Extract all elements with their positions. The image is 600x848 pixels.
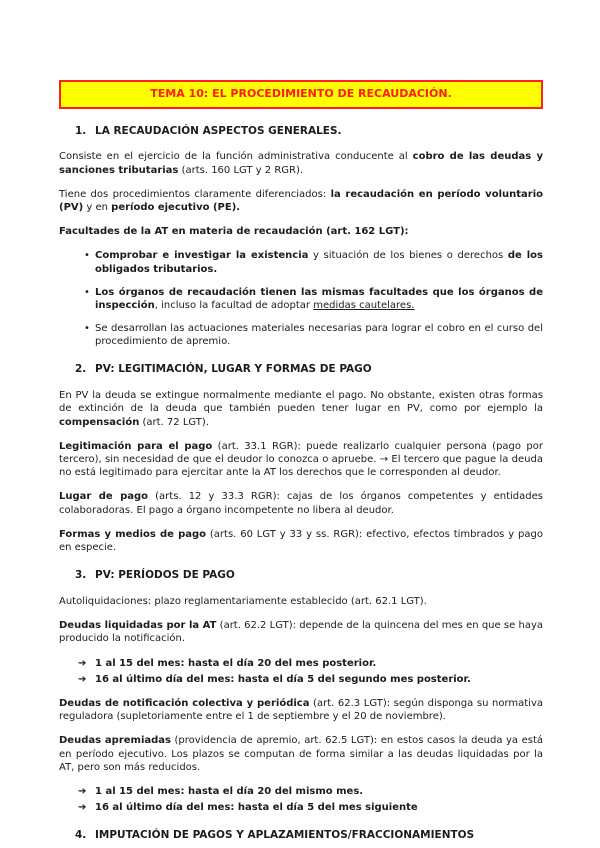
text-run: (art. 33.1 RGR): puede realizarlo cualquier persona (pago por tercero), sin necesidad de que el deudor lo conozca o apruebe. → El tercero que pague la deuda no está legitimado para ejercitar ante la AT los derechos que le corresponden al deudor. <box>59 440 543 479</box>
bullet-text <box>95 286 543 312</box>
bullet-icon: • <box>84 323 90 335</box>
arrow-icon: ➔ <box>78 657 87 669</box>
arrow-item <box>59 801 543 814</box>
bullet-item <box>59 286 543 312</box>
section-2-heading <box>59 363 543 377</box>
text-run: (art. 72 LGT). <box>139 416 209 428</box>
paragraph <box>59 528 543 554</box>
section-1-heading <box>59 125 543 139</box>
text-run: y en <box>83 201 112 213</box>
heading-text: LA RECAUDACIÓN ASPECTOS GENERALES. <box>95 124 342 137</box>
title-box <box>59 80 543 109</box>
paragraph <box>59 490 543 516</box>
text-run: , incluso la facultad de adoptar <box>154 299 314 311</box>
heading-number: 1. <box>75 124 87 137</box>
heading-text: IMPUTACIÓN DE PAGOS Y APLAZAMIENTOS/FRACCIONAMIENTOS <box>95 829 475 842</box>
text-run: (art. 62.3 LGT): según disponga su normativa reguladora (supletoriamente entre el 1 de septiembre y el 20 de noviembre). <box>59 697 544 723</box>
bullet-icon: • <box>84 250 90 262</box>
heading-number: 2. <box>75 363 87 376</box>
text-run: y situación de los bienes o derechos <box>308 250 508 262</box>
arrow-item <box>59 657 543 670</box>
paragraph <box>59 440 543 480</box>
paragraph <box>59 188 543 214</box>
arrow-list <box>59 785 543 814</box>
bold-run: Deudas de notificación colectiva y periódica <box>59 697 310 709</box>
bold-run: de los obligados tributarios. <box>95 250 543 275</box>
paragraph <box>59 150 543 176</box>
bold-run: Formas y medios de pago <box>59 528 207 540</box>
bold-run: período ejecutivo (PE). <box>111 201 241 213</box>
arrow-text: 16 al último día del mes: hasta el día 5 del mes siguiente <box>95 802 418 814</box>
subheading: Facultades de la AT en materia de recaudación (art. 162 LGT): <box>59 226 409 238</box>
bullet-text <box>95 249 543 275</box>
arrow-icon: ➔ <box>78 673 87 685</box>
bold-run: Comprobar e investigar la existencia <box>95 250 309 262</box>
section-3-heading <box>59 569 543 583</box>
text-run: Consiste en el ejercicio de la función administrativa conducente al <box>59 151 413 163</box>
paragraph <box>59 389 543 429</box>
underlined-run: medidas cautelares. <box>313 299 415 311</box>
text-run: (art. 62.2 LGT): depende de la quincena del mes en que se haya producido la notificación. <box>59 620 544 645</box>
arrow-icon: ➔ <box>78 802 87 814</box>
paragraph <box>59 734 543 774</box>
bold-run: cobro de las deudas y sanciones tributarias <box>59 151 543 176</box>
document-title: TEMA 10: EL PROCEDIMIENTO DE RECAUDACIÓN. <box>150 87 452 100</box>
text-run: En PV la deuda se extingue normalmente mediante el pago. No obstante, existen otras formas de extinción de la deuda que también pueden tener lugar en PV, como por ejemplo la <box>59 390 543 415</box>
bullet-item <box>59 249 543 275</box>
text-run: (arts. 60 LGT y 33 y ss. RGR): efectivo, efectos timbrados y pago en especie. <box>59 528 543 553</box>
bold-run: compensación <box>59 416 140 428</box>
heading-text: PV: PERÍODOS DE PAGO <box>95 569 235 582</box>
arrow-text: 1 al 15 del mes: hasta el día 20 del mismo mes. <box>95 785 364 797</box>
arrow-item <box>59 785 543 798</box>
bold-run: Los órganos de recaudación tienen las mismas facultades que los órganos de inspección <box>95 286 543 311</box>
heading-text: PV: LEGITIMACIÓN, LUGAR Y FORMAS DE PAGO <box>95 363 372 376</box>
text-run: Tiene dos procedimientos claramente diferenciados: <box>59 188 331 200</box>
bold-run: Lugar de pago <box>59 491 149 503</box>
heading-number: 4. <box>75 829 87 842</box>
paragraph <box>59 619 543 645</box>
bullet-text: Se desarrollan las actuaciones materiales necesarias para lograr el cobro en el curso del procedimiento de apremio. <box>95 323 543 348</box>
bold-run: la recaudación en período voluntario (PV) <box>59 188 543 213</box>
heading-number: 3. <box>75 569 87 582</box>
arrow-list <box>59 657 543 686</box>
arrow-item <box>59 673 543 686</box>
arrow-icon: ➔ <box>78 785 87 797</box>
bold-run: Legitimación para el pago <box>59 440 213 452</box>
bold-run: Deudas apremiadas <box>59 735 171 747</box>
bullet-icon: • <box>84 286 90 298</box>
arrow-text: 1 al 15 del mes: hasta el día 20 del mes posterior. <box>95 657 377 669</box>
text-run: (arts. 160 LGT y 2 RGR). <box>178 164 304 176</box>
section-4-heading <box>59 829 543 843</box>
text-run: (arts. 12 y 33.3 RGR): cajas de los órganos competentes y entidades colaboradoras. El pago a órgano incompetente no libera al deudor. <box>59 491 543 516</box>
paragraph: Autoliquidaciones: plazo reglamentariamente establecido (art. 62.1 LGT). <box>59 596 427 608</box>
paragraph <box>59 697 543 723</box>
arrow-text: 16 al último día del mes: hasta el día 5 del segundo mes posterior. <box>95 673 471 685</box>
text-run: (providencia de apremio, art. 62.5 LGT): en estos casos la deuda ya está en período ejecutivo. Los plazos se computan de forma similar a las deudas liquidadas por la AT, pero son más reducidos. <box>59 735 543 773</box>
bullet-item <box>59 322 543 348</box>
bold-run: Deudas liquidadas por la AT <box>59 620 217 632</box>
